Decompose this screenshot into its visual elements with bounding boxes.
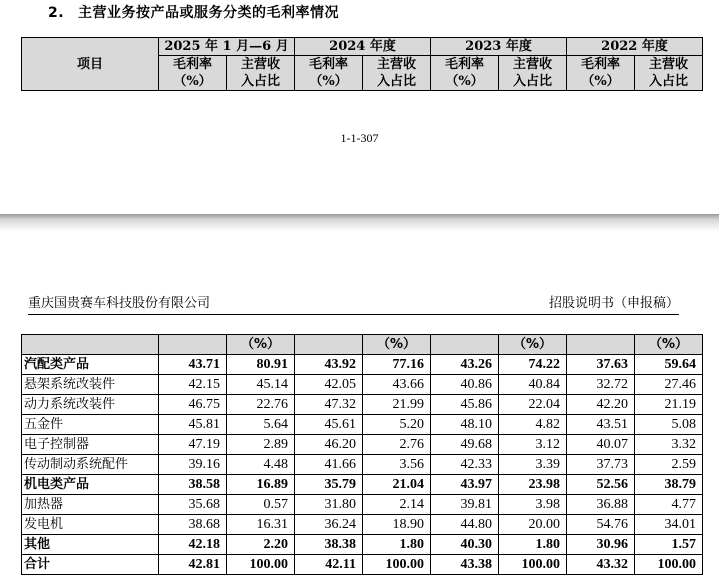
gross-margin-cell: 45.81	[159, 415, 227, 435]
gross-margin-cell: 47.19	[159, 435, 227, 455]
revenue-share-cell: 23.98	[499, 475, 567, 495]
revenue-share-cell: 34.01	[635, 515, 703, 535]
section-title-text: 主营业务按产品或服务分类的毛利率情况	[78, 5, 339, 21]
gross-margin-cell: 39.81	[431, 495, 499, 515]
revenue-share-cell: 4.77	[635, 495, 703, 515]
revenue-share-cell: 21.19	[635, 395, 703, 415]
section-title	[48, 2, 339, 22]
page-number: 1-1-307	[340, 131, 379, 145]
revenue-share-cell: 1.57	[635, 535, 703, 555]
gross-margin-cell: 43.97	[431, 475, 499, 495]
gross-margin-cell: 45.86	[431, 395, 499, 415]
gross-margin-table-header	[21, 37, 703, 91]
revenue-share-cell: 16.89	[227, 475, 295, 495]
revenue-share-cell: 21.99	[363, 395, 431, 415]
gross-margin-cell: 38.38	[295, 535, 363, 555]
gross-margin-cell: 35.68	[159, 495, 227, 515]
gross-margin-cell: 31.80	[295, 495, 363, 515]
row-label: 汽配类产品	[22, 355, 159, 375]
row-label: 动力系统改装件	[22, 395, 159, 415]
gross-margin-cell: 40.07	[567, 435, 635, 455]
revenue-share-cell: 2.59	[635, 455, 703, 475]
gross-margin-cell: 42.15	[159, 375, 227, 395]
page-break-divider	[0, 214, 719, 232]
table-row	[22, 475, 703, 495]
gross-margin-cell: 54.76	[567, 515, 635, 535]
revenue-share-cell: 2.89	[227, 435, 295, 455]
header-gross-margin-line2: （%）	[173, 74, 212, 89]
unit-cell: （%）	[499, 335, 567, 355]
revenue-share-cell: 38.79	[635, 475, 703, 495]
row-label: 五金件	[22, 415, 159, 435]
table-row	[22, 355, 703, 375]
gross-margin-cell: 46.75	[159, 395, 227, 415]
document-type: 招股说明书（申报稿）	[548, 296, 679, 311]
gross-margin-cell: 38.58	[159, 475, 227, 495]
header-gross-margin-line2: （%）	[445, 74, 484, 89]
revenue-share-cell: 22.04	[499, 395, 567, 415]
gross-margin-cell: 43.71	[159, 355, 227, 375]
gross-margin-cell: 40.86	[431, 375, 499, 395]
revenue-share-cell: 18.90	[363, 515, 431, 535]
header-revenue-share	[499, 56, 567, 91]
header-period-2023: 2023 年度	[431, 38, 567, 56]
unit-cell-empty	[159, 335, 227, 355]
gross-margin-cell: 43.51	[567, 415, 635, 435]
revenue-share-cell: 43.66	[363, 375, 431, 395]
company-name: 重庆国贵赛车科技股份有限公司	[28, 296, 211, 311]
gross-margin-cell: 42.18	[159, 535, 227, 555]
gross-margin-cell: 49.68	[431, 435, 499, 455]
header-revenue-share	[227, 56, 295, 91]
gross-margin-cell: 48.10	[431, 415, 499, 435]
table-row	[22, 555, 703, 575]
gross-margin-cell: 35.79	[295, 475, 363, 495]
header-revenue-share	[635, 56, 703, 91]
gross-margin-cell: 30.96	[567, 535, 635, 555]
header-period-2025h1: 2025 年 1 月—6 月	[159, 38, 295, 56]
header-revenue-share	[363, 56, 431, 91]
unit-cell-empty	[431, 335, 499, 355]
gross-margin-cell: 47.32	[295, 395, 363, 415]
row-label: 其他	[22, 535, 159, 555]
gross-margin-cell: 39.16	[159, 455, 227, 475]
revenue-share-cell: 2.76	[363, 435, 431, 455]
revenue-share-cell: 100.00	[635, 555, 703, 575]
header-period-2024: 2024 年度	[295, 38, 431, 56]
revenue-share-cell: 2.20	[227, 535, 295, 555]
header-item: 项目	[22, 38, 159, 91]
table-row	[22, 535, 703, 555]
row-label: 发电机	[22, 515, 159, 535]
table-row	[22, 455, 703, 475]
revenue-share-cell: 27.46	[635, 375, 703, 395]
header-period-2022: 2022 年度	[567, 38, 703, 56]
gross-margin-cell: 42.11	[295, 555, 363, 575]
header-gross-margin-line2: （%）	[309, 74, 348, 89]
header-gross-margin	[567, 56, 635, 91]
gross-margin-table-body	[21, 334, 703, 575]
header-revenue-share-line1: 主营收	[241, 57, 281, 72]
revenue-share-cell: 5.64	[227, 415, 295, 435]
header-revenue-share-line2: 入占比	[513, 74, 553, 89]
revenue-share-cell: 1.80	[363, 535, 431, 555]
gross-margin-cell: 45.61	[295, 415, 363, 435]
gross-margin-cell: 43.32	[567, 555, 635, 575]
row-label: 机电类产品	[22, 475, 159, 495]
revenue-share-cell: 22.76	[227, 395, 295, 415]
unit-cell: （%）	[363, 335, 431, 355]
header-gross-margin	[159, 56, 227, 91]
revenue-share-cell: 100.00	[499, 555, 567, 575]
row-label: 合计	[22, 555, 159, 575]
revenue-share-cell: 40.84	[499, 375, 567, 395]
revenue-share-cell: 77.16	[363, 355, 431, 375]
unit-cell-empty	[567, 335, 635, 355]
upper-page	[0, 0, 719, 214]
revenue-share-cell: 5.08	[635, 415, 703, 435]
revenue-share-cell: 3.12	[499, 435, 567, 455]
gross-margin-cell: 42.81	[159, 555, 227, 575]
revenue-share-cell: 59.64	[635, 355, 703, 375]
gross-margin-cell: 43.38	[431, 555, 499, 575]
running-header	[28, 290, 679, 315]
table-row	[22, 495, 703, 515]
header-gross-margin-line2: （%）	[581, 74, 620, 89]
gross-margin-cell: 44.80	[431, 515, 499, 535]
header-gross-margin-line1: 毛利率	[445, 57, 485, 72]
unit-row	[22, 335, 703, 355]
revenue-share-cell: 3.98	[499, 495, 567, 515]
gross-margin-cell: 41.66	[295, 455, 363, 475]
gross-margin-cell: 52.56	[567, 475, 635, 495]
table-row	[22, 395, 703, 415]
table-row	[22, 375, 703, 395]
revenue-share-cell: 20.00	[499, 515, 567, 535]
revenue-share-cell: 3.56	[363, 455, 431, 475]
gross-margin-cell: 42.33	[431, 455, 499, 475]
table-row	[22, 515, 703, 535]
revenue-share-cell: 2.14	[363, 495, 431, 515]
header-gross-margin-line1: 毛利率	[581, 57, 621, 72]
gross-margin-cell: 38.68	[159, 515, 227, 535]
gross-margin-cell: 43.26	[431, 355, 499, 375]
revenue-share-cell: 3.39	[499, 455, 567, 475]
gross-margin-cell: 36.88	[567, 495, 635, 515]
unit-cell-empty	[295, 335, 363, 355]
header-gross-margin	[431, 56, 499, 91]
row-label: 传动制动系统配件	[22, 455, 159, 475]
revenue-share-cell: 21.04	[363, 475, 431, 495]
revenue-share-cell: 4.82	[499, 415, 567, 435]
row-label: 悬架系统改装件	[22, 375, 159, 395]
gross-margin-cell: 36.24	[295, 515, 363, 535]
gross-margin-cell: 43.92	[295, 355, 363, 375]
header-gross-margin-line1: 毛利率	[309, 57, 349, 72]
revenue-share-cell: 80.91	[227, 355, 295, 375]
revenue-share-cell: 100.00	[227, 555, 295, 575]
gross-margin-cell: 37.63	[567, 355, 635, 375]
unit-cell-empty	[22, 335, 159, 355]
section-number: 2.	[48, 5, 65, 21]
gross-margin-cell: 32.72	[567, 375, 635, 395]
header-revenue-share-line2: 入占比	[649, 74, 689, 89]
header-revenue-share-line1: 主营收	[649, 57, 689, 72]
revenue-share-cell: 5.20	[363, 415, 431, 435]
revenue-share-cell: 16.31	[227, 515, 295, 535]
revenue-share-cell: 3.32	[635, 435, 703, 455]
header-revenue-share-line2: 入占比	[377, 74, 417, 89]
header-revenue-share-line1: 主营收	[513, 57, 553, 72]
gross-margin-cell: 42.20	[567, 395, 635, 415]
revenue-share-cell: 45.14	[227, 375, 295, 395]
header-revenue-share-line1: 主营收	[377, 57, 417, 72]
header-gross-margin-line1: 毛利率	[172, 57, 212, 72]
revenue-share-cell: 74.22	[499, 355, 567, 375]
unit-cell: （%）	[635, 335, 703, 355]
revenue-share-cell: 100.00	[363, 555, 431, 575]
header-revenue-share-line2: 入占比	[241, 74, 281, 89]
header-gross-margin	[295, 56, 363, 91]
revenue-share-cell: 4.48	[227, 455, 295, 475]
gross-margin-cell: 40.30	[431, 535, 499, 555]
gross-margin-cell: 42.05	[295, 375, 363, 395]
table-row	[22, 415, 703, 435]
gross-margin-cell: 37.73	[567, 455, 635, 475]
gross-margin-cell: 46.20	[295, 435, 363, 455]
table-row	[22, 435, 703, 455]
row-label: 电子控制器	[22, 435, 159, 455]
revenue-share-cell: 1.80	[499, 535, 567, 555]
row-label: 加热器	[22, 495, 159, 515]
revenue-share-cell: 0.57	[227, 495, 295, 515]
unit-cell: （%）	[227, 335, 295, 355]
